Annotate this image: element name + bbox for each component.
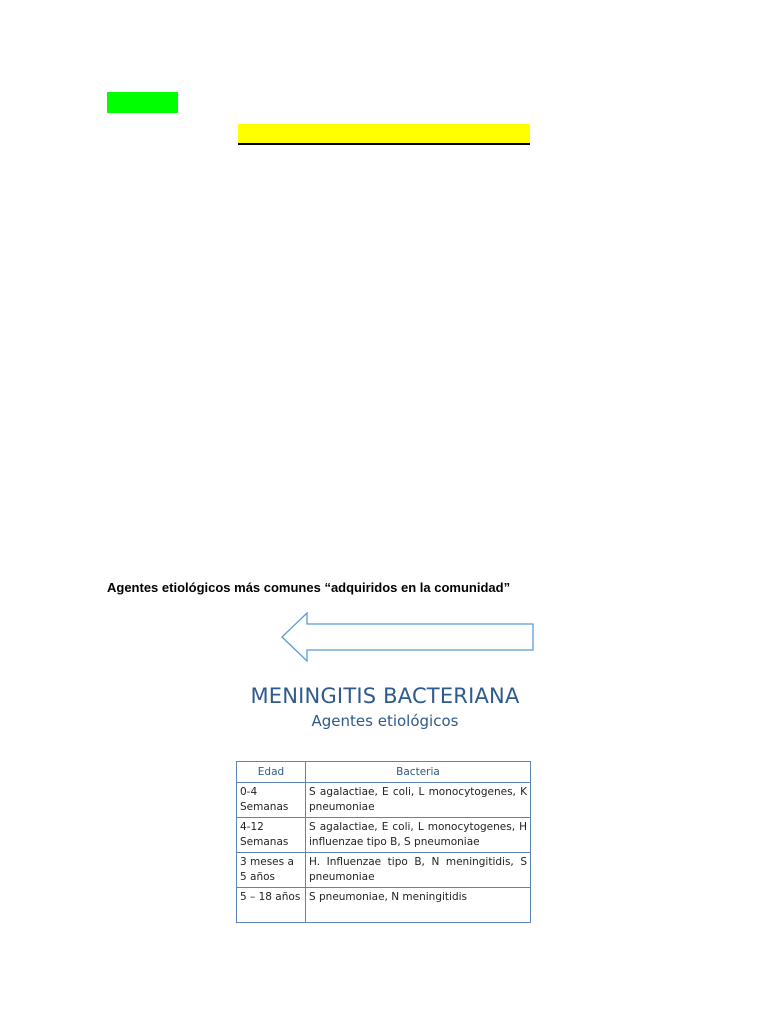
table-header-row [237,762,531,783]
age-cell: 5 – 18 años [237,888,306,923]
bacteria-cell: S agalactiae, E coli, L monocytogenes, K pneumoniae [306,783,531,818]
age-cell: 0-4 Semanas [237,783,306,818]
header-edad: Edad [237,762,306,783]
age-cell: 3 meses a 5 años [237,853,306,888]
table-row [237,783,531,818]
table-row [237,818,531,853]
section-heading: Agentes etiológicos más comunes “adquiridos en la comunidad” [107,580,511,595]
bacteria-cell: S pneumoniae, N meningitidis [306,888,531,923]
yellow-highlight-bar [238,124,530,145]
etiologic-agents-table [236,761,531,923]
green-highlight-block [107,92,178,113]
meningitis-figure [232,676,538,930]
table-row [237,853,531,888]
header-bacteria: Bacteria [306,762,531,783]
left-arrow-icon [281,612,535,662]
age-cell: 4-12 Semanas [237,818,306,853]
figure-subtitle: Agentes etiológicos [311,712,459,730]
bacteria-cell: H. Influenzae tipo B, N meningitidis, S pneumoniae [306,853,531,888]
table-row [237,888,531,923]
bacteria-cell: S agalactiae, E coli, L monocytogenes, H influenzae tipo B, S pneumoniae [306,818,531,853]
figure-title: MENINGITIS BACTERIANA [250,684,520,708]
